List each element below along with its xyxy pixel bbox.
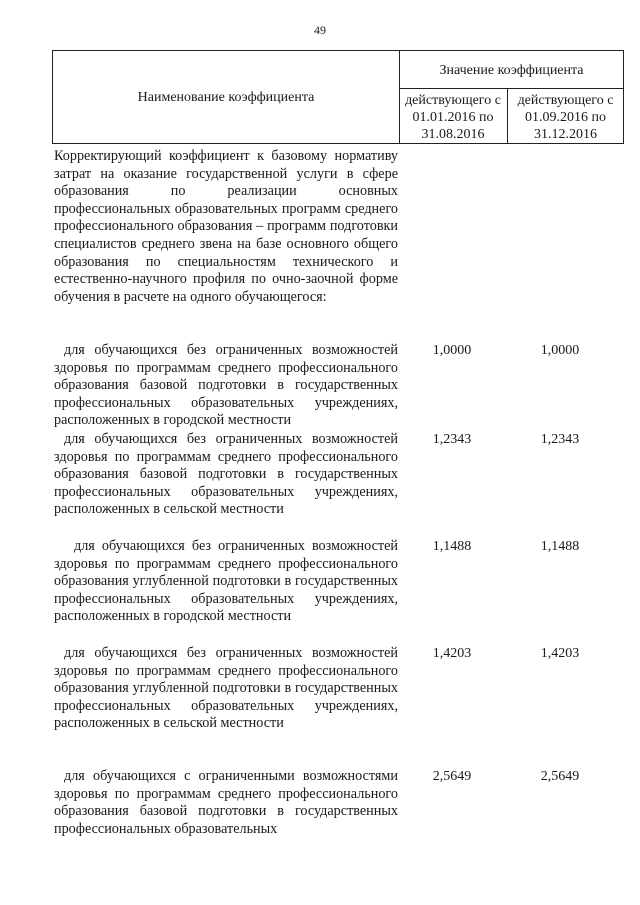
row-5-value-period-2: 2,5649 <box>540 769 580 784</box>
row-1-description: для обучающихся без ограниченных возможностей здоровья по программам среднего профессионального образования базовой подготовки в государственных профессиональных образовательных учреждениях, расположенных в городской местности <box>54 342 398 429</box>
row-4-value-period-1: 1,4203 <box>432 646 472 661</box>
intro-paragraph: Корректирующий коэффициент к базовому нормативу затрат на оказание государственной услуги в сфере образования по реализации основных профессиональных образовательных программ среднего профессионального образования – программ подготовки специалистов среднего звена на базе основного общего образования по специальностям технического и естественно-научного профиля по очно-заочной форме обучения в расчете на одного обучающегося: <box>54 148 398 305</box>
header-group-divider <box>399 88 624 89</box>
header-period-divider <box>507 88 508 144</box>
column-header-value-group: Значение коэффициента <box>439 63 584 78</box>
column-header-period-2: действующего с 01.09.2016 по 31.12.2016 <box>517 93 614 142</box>
row-3-value-period-1: 1,1488 <box>432 539 472 554</box>
row-3-value-period-2: 1,1488 <box>540 539 580 554</box>
page-number: 49 <box>314 23 326 37</box>
header-bottom-border <box>52 143 624 144</box>
row-4-description: для обучающихся без ограниченных возможностей здоровья по программам среднего профессионального образования углубленной подготовки в государственных профессиональных образовательных учреждениях, расположенных в сельской местности <box>54 645 398 732</box>
row-2-value-period-2: 1,2343 <box>540 432 580 447</box>
row-2-description: для обучающихся без ограниченных возможностей здоровья по программам среднего профессионального образования базовой подготовки в государственных профессиональных образовательных учреждениях, расположенных в сельской местности <box>54 431 398 518</box>
row-5-value-period-1: 2,5649 <box>432 769 472 784</box>
row-1-value-period-2: 1,0000 <box>540 343 580 358</box>
row-2-value-period-1: 1,2343 <box>432 432 472 447</box>
row-5-description: для обучающихся с ограниченными возможностями здоровья по программам среднего профессионального образования базовой подготовки в государственных профессиональных образовательных <box>54 768 398 837</box>
column-header-name: Наименование коэффициента <box>137 90 315 105</box>
header-right-border <box>623 50 624 144</box>
header-top-border <box>52 50 624 51</box>
column-header-period-1: действующего с 01.01.2016 по 31.08.2016 <box>405 93 501 142</box>
row-1-value-period-1: 1,0000 <box>432 343 472 358</box>
row-4-value-period-2: 1,4203 <box>540 646 580 661</box>
row-3-description: для обучающихся без ограниченных возможностей здоровья по программам среднего профессионального образования углубленной подготовки в государственных профессиональных образовательных учреждениях, расположенных в городской местности <box>54 538 398 625</box>
